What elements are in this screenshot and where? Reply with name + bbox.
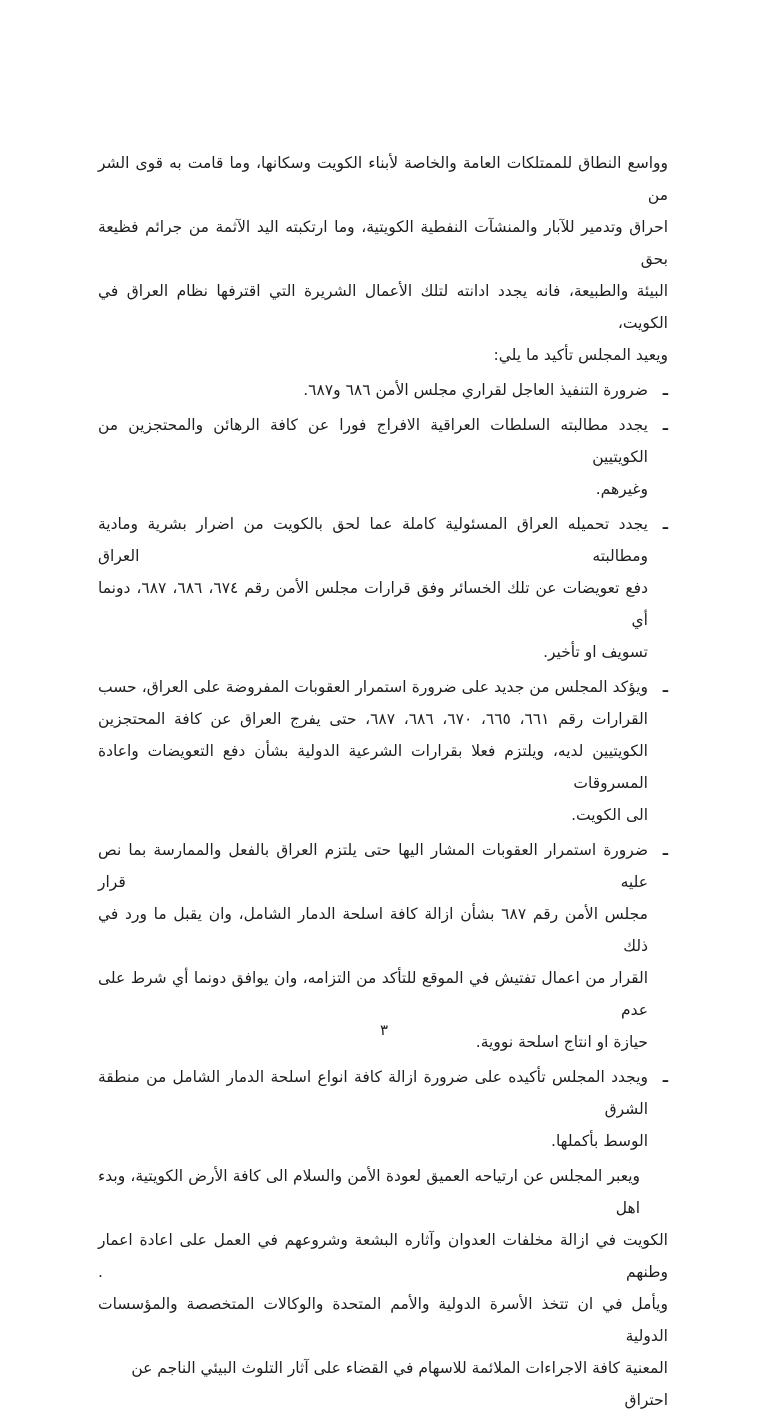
text-line: الكويتيين لديه، ويلتزم فعلا بقرارات الشرعية الدولية بشأن دفع التعويضات واعادة المسروقات	[98, 742, 648, 792]
text-line: ويجدد المجلس تأكيده على ضرورة ازالة كافة انواع اسلحة الدمار الشامل من منطقة الشرق	[98, 1068, 648, 1118]
list-item	[98, 409, 668, 505]
list-item	[98, 374, 668, 406]
text-line: المعنية كافة الاجراءات الملائمة للاسهام في القضاء على آثار التلوث البيئي الناجم عن احتراق	[131, 1359, 668, 1409]
list-item	[98, 508, 668, 668]
text-line: الكويت في ازالة مخلفات العدوان وآثاره البشعة وشروعهم في العمل على اعادة اعمار وطنهم .	[98, 1231, 668, 1281]
text-line: ضرورة التنفيذ العاجل لقراري مجلس الأمن ٦٨٦ و٦٨٧.	[303, 381, 648, 399]
text-line: ويأمل في ان تتخذ الأسرة الدولية والأمم المتحدة والوكالات المتخصصة والمؤسسات الدولية	[98, 1295, 668, 1345]
paragraph	[98, 147, 668, 371]
text-line: ويعيد المجلس تأكيد ما يلي:	[493, 346, 668, 364]
document-body	[98, 147, 668, 1419]
text-line: القرار من اعمال تفتيش في الموقع للتأكد من التزامه، وان يوافق دونما أي شرط على عدم	[98, 969, 648, 1019]
text-line: وغيرهم.	[595, 480, 648, 498]
dash-bullet-icon: ـ	[662, 416, 668, 434]
text-line: الوسط بأكملها.	[551, 1132, 648, 1150]
text-line: ويعبر المجلس عن ارتياحه العميق لعودة الأمن والسلام الى كافة الأرض الكويتية، وبدء اهل	[98, 1167, 640, 1217]
paragraph	[98, 1160, 668, 1416]
dash-bullet-icon: ـ	[662, 678, 668, 696]
text-line: الى الكويت.	[571, 806, 648, 824]
text-line: يجدد مطالبته السلطات العراقية الافراج فورا عن كافة الرهائن والمحتجزين من الكويتيين	[98, 416, 648, 466]
text-line: ويؤكد المجلس من جديد على ضرورة استمرار العقوبات المفروضة على العراق، حسب	[98, 678, 648, 696]
text-line: يجدد تحميله العراق المسئولية كاملة عما لحق بالكويت من اضرار بشرية ومادية ومطالبته العراق	[98, 515, 648, 565]
text-line: احراق وتدمير للآبار والمنشآت النفطية الكويتية، وما ارتكبته اليد الآثمة من جرائم فظيعة بحق	[98, 218, 668, 268]
text-line: البيئة والطبيعة، فانه يجدد ادانته لتلك الأعمال الشريرة التي اقترفها نظام العراق في الكويت،	[98, 282, 668, 332]
list-item	[98, 671, 668, 831]
text-line: مجلس الأمن رقم ٦٨٧ بشأن ازالة كافة اسلحة الدمار الشامل، وان يقبل ما ورد في ذلك	[98, 905, 648, 955]
text-line: دفع تعويضات عن تلك الخسائر وفق قرارات مجلس الأمن رقم ٦٧٤، ٦٨٦، ٦٨٧، دونما أي	[98, 579, 648, 629]
text-line: القرارات رقم ٦٦١، ٦٦٥، ٦٧٠، ٦٨٦، ٦٨٧، حتى يفرج العراق عن كافة المحتجزين	[98, 710, 648, 728]
text-line: ضرورة استمرار العقوبات المشار اليها حتى يلتزم العراق بالفعل والممارسة بما نص عليه قرار	[98, 841, 648, 891]
text-line: وواسع النطاق للممتلكات العامة والخاصة لأبناء الكويت وسكانها، وما قامت به قوى الشر من	[98, 154, 668, 204]
page-number: ٣	[379, 1021, 389, 1039]
dash-bullet-icon: ـ	[662, 1068, 668, 1086]
dash-bullet-icon: ـ	[662, 381, 668, 399]
text-line: حيازة او انتاج اسلحة نووية.	[475, 1033, 648, 1051]
dash-bullet-icon: ـ	[662, 515, 668, 533]
list-item	[98, 1061, 668, 1157]
dash-bullet-icon: ـ	[662, 841, 668, 859]
text-line: تسويف او تأخير.	[543, 643, 648, 661]
